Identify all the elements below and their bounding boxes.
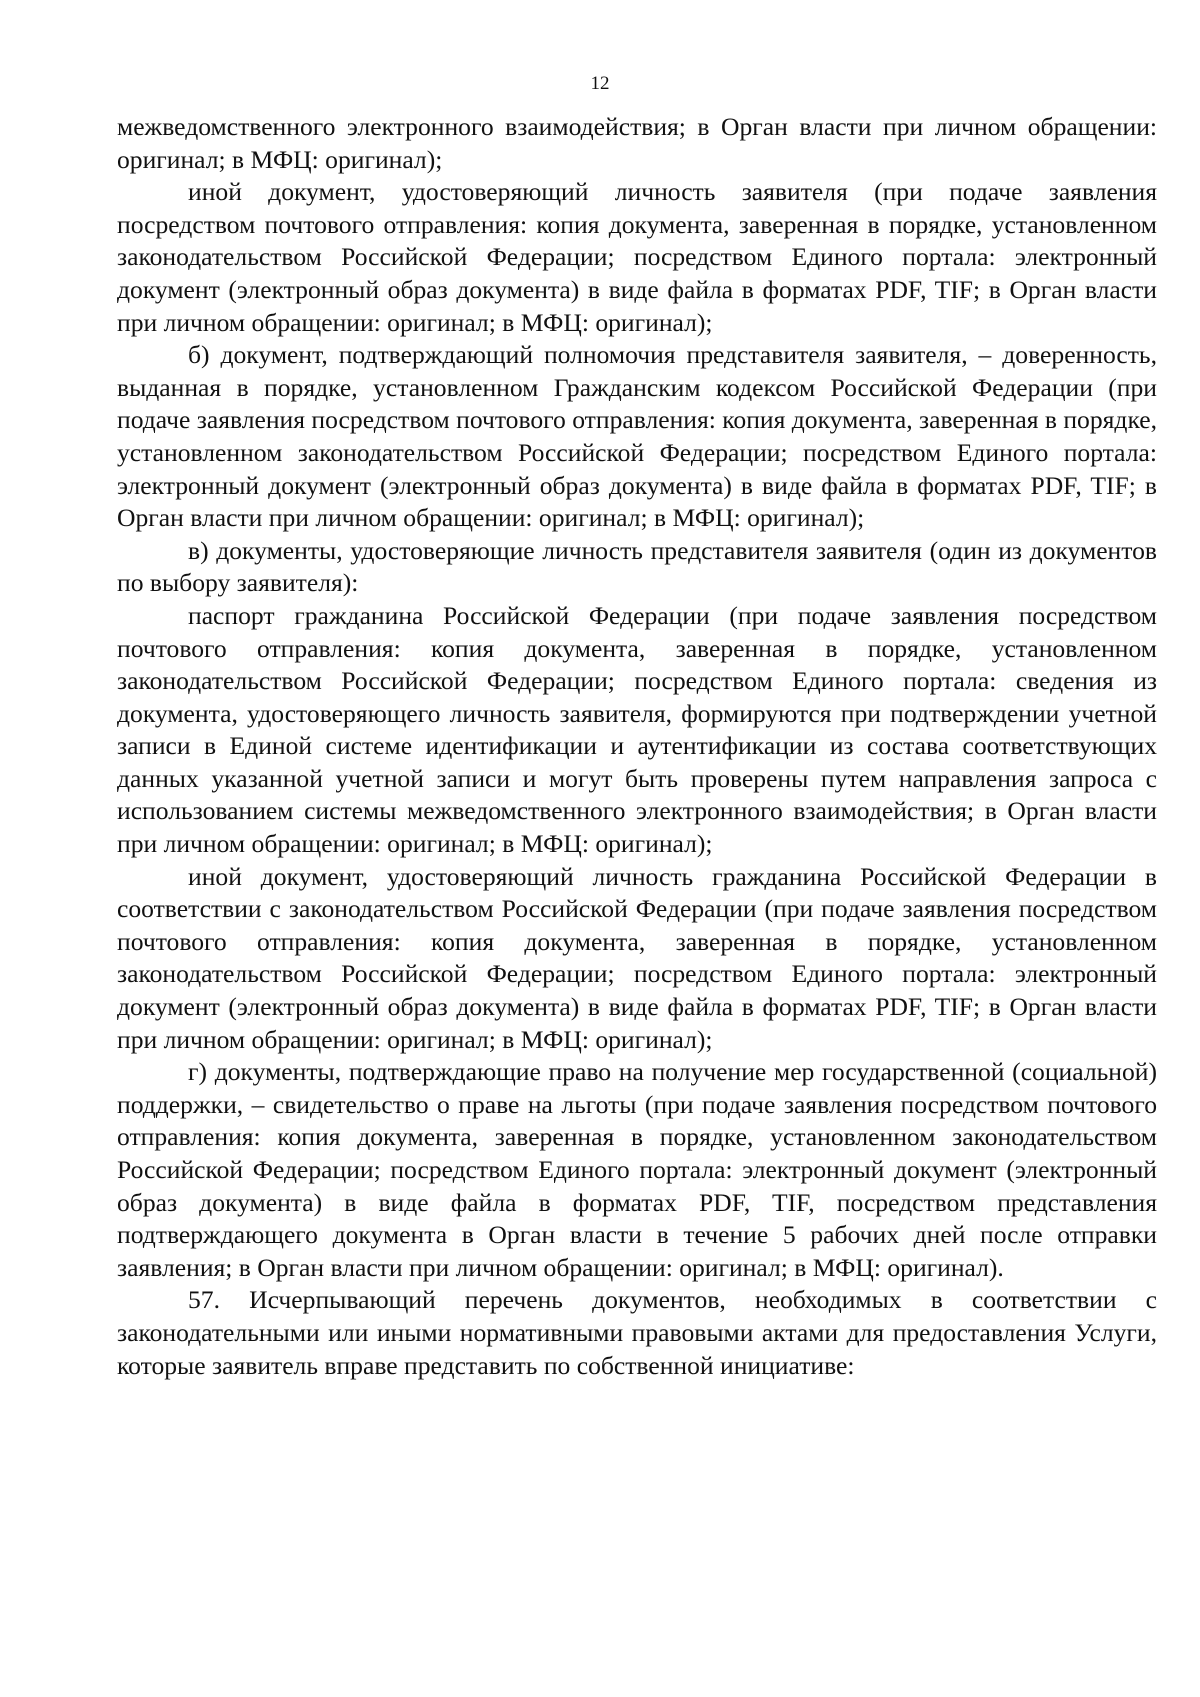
paragraph-clause-57: 57. Исчерпывающий перечень документов, необходимых в соответствии с законодательными или иными нормативными правовыми актами для предоставления Услуги, которые заявитель вправе представить по собственной инициативе: xyxy=(117,1285,1157,1380)
page-number: 12 xyxy=(590,73,610,94)
paragraph-other-id-document: иной документ, удостоверяющий личность заявителя (при подаче заявления посредством почтового отправления: копия документа, заверенная в порядке, установленном законодательством Российской Федерации; посредством Единого портала: электронный документ (электронный образ документа) в виде файла в форматах PDF, TIF; в Орган власти при личном обращении: оригинал; в МФЦ: оригинал); xyxy=(117,177,1157,337)
paragraph-continuation: межведомственного электронного взаимодействия; в Орган власти при личном обращении: оригинал; в МФЦ: оригинал); xyxy=(117,112,1157,174)
paragraph-item-v-representative-id: в) документы, удостоверяющие личность представителя заявителя (один из документов по выбору заявителя): xyxy=(117,535,1157,598)
paragraph-item-b-power-of-attorney: б) документ, подтверждающий полномочия представителя заявителя, – доверенность, выданная в порядке, установленном Гражданским кодексом Российской Федерации (при подаче заявления посредством почтового отправления: копия документа, заверенная в порядке, установленном законодательством Российской Федерации; посредством Единого портала: электронный документ (электронный образ документа) в виде файла в форматах PDF, TIF; в Орган власти при личном обращении: оригинал; в МФЦ: оригинал); xyxy=(117,340,1157,533)
document-body xyxy=(117,111,1157,1382)
paragraph-item-g-benefits: г) документы, подтверждающие право на получение мер государственной (социальной) поддержки, – свидетельство о праве на льготы (при подаче заявления посредством почтового отправления: копия документа, заверенная в порядке, установленном законодательством Российской Федерации; посредством Единого портала: электронный документ (электронный образ документа) в виде файла в форматах PDF, TIF, посредством представления подтверждающего документа в Орган власти в течение 5 рабочих дней после отправки заявления; в Орган власти при личном обращении: оригинал; в МФЦ: оригинал). xyxy=(117,1057,1157,1282)
paragraph-passport: паспорт гражданина Российской Федерации (при подаче заявления посредством почтового отправления: копия документа, заверенная в порядке, установленном законодательством Российской Федерации; посредством Единого портала: сведения из документа, удостоверяющего личность заявителя, формируются при подтверждении учетной записи в Единой системе идентификации и аутентификации из состава соответствующих данных указанной учетной записи и могут быть проверены путем направления запроса с использованием системы межведомственного электронного взаимодействия; в Орган власти при личном обращении: оригинал; в МФЦ: оригинал); xyxy=(117,600,1157,859)
paragraph-other-citizen-id: иной документ, удостоверяющий личность гражданина Российской Федерации в соответствии с законодательством Российской Федерации (при подаче заявления посредством почтового отправления: копия документа, заверенная в порядке, установленном законодательством Российской Федерации; посредством Единого портала: электронный документ (электронный образ документа) в виде файла в форматах PDF, TIF; в Орган власти при личном обращении: оригинал; в МФЦ: оригинал); xyxy=(117,861,1157,1054)
